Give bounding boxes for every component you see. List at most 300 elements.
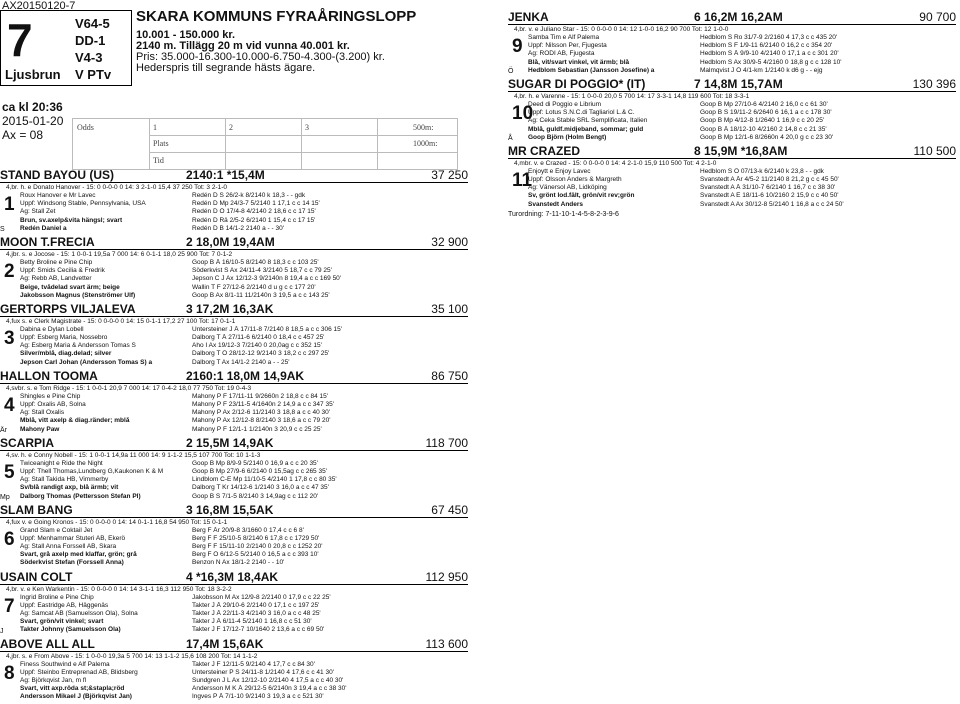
form-result: Goop B Mp 27/10-6 4/2140 2 16,0 c c 61 30' — [700, 100, 828, 108]
grid-label-odds: Odds — [77, 123, 94, 132]
horse-info-text: Andersson Mikael J (Björkqvist Jan) — [20, 693, 132, 701]
horse-lines — [528, 101, 956, 142]
form-result: Ingves P Å 7/1-10 9/2140 3 19,3 a c c 521 30' — [192, 693, 324, 701]
horse-info-text: Uppf: Windsong Stable, Pennsylvania, USA — [20, 200, 146, 208]
form-line — [528, 126, 956, 134]
horse-info-text: Hedblom Sebastian (Jansson Josefine) a — [528, 66, 655, 74]
horse-lines — [20, 460, 468, 501]
horse-info-text: Svart, grå axelp med klaffar, grön; grå — [20, 551, 137, 559]
horse-info-text: Sv, grönt lod.fält, grön/vit rev;grön — [528, 192, 635, 200]
race-title: SKARA KOMMUNS FYRAÅRINGSLOPP — [136, 8, 417, 25]
form-result: Untersteiner J Å 17/11-8 7/2140 8 18,5 a c c 306 15' — [192, 325, 342, 333]
horse-info-text: Grand Slam e Coktail Jet — [20, 526, 93, 534]
form-result: Mahony P F 12/1-1 1/2140n 3 20,9 c c 25 25' — [192, 425, 322, 433]
form-line — [20, 350, 468, 358]
form-line — [20, 208, 468, 216]
horse-lines — [20, 594, 468, 635]
post-number: 11 — [512, 169, 533, 191]
form-result: Dalborg T Kr 14/12-6 1/2140 3 16,0 a c c 47 35' — [192, 484, 329, 492]
form-result: Berg F År 20/9-8 3/1660 0 17,4 c c 6 8' — [192, 526, 304, 534]
horse-pedigree-stats: 4,br. v. e Ken Warkentin - 15: 0 0-0-0 0 14: 14 3-1-1 16,3 112 950 Tot: 18 3-2-2 — [6, 585, 232, 593]
horse-earnings: 113 600 — [425, 636, 468, 651]
post-mark: Är — [0, 426, 7, 434]
form-result: Sundgren J L Ax 12/12-10 2/2140 4 17,5 a c c 40 30' — [192, 676, 344, 684]
form-line — [528, 67, 956, 75]
form-line — [20, 594, 468, 602]
horse-info-text: Uppf: Lotus S.N.C.di Tagliariol L.& C. — [528, 109, 635, 117]
form-result: Goop B Å 18/12-10 4/2160 2 14,8 c c 21 35' — [700, 125, 827, 133]
game-code: V PTv — [75, 67, 112, 82]
horse-lines — [20, 661, 468, 702]
form-line — [20, 342, 468, 350]
horse-entry — [0, 369, 468, 434]
horse-info-text: Dalborg Thomas (Pettersson Stefan Pl) — [20, 492, 141, 500]
post-number: 7 — [4, 595, 15, 617]
horse-odds-record: 2 18,0M 19,4AM — [186, 234, 275, 249]
horse-header — [508, 77, 956, 92]
form-line — [528, 59, 956, 67]
form-line — [20, 409, 468, 417]
post-number: 6 — [4, 528, 15, 550]
horse-info-text: Dabina e Dylan Lobell — [20, 325, 84, 333]
horse-info-text: Äg: Vänersol AB, Lidköping — [528, 184, 607, 192]
post-mark: J — [0, 627, 4, 635]
form-line — [528, 50, 956, 58]
horse-header — [0, 235, 468, 250]
form-line — [20, 661, 468, 669]
horse-info-text: Söderkvist Stefan (Forssell Anna) — [20, 559, 124, 567]
horse-header — [0, 302, 468, 317]
horse-info-text: Uppf: Eastridge AB, Häggenäs — [20, 601, 109, 609]
horse-lines — [20, 326, 468, 367]
form-line — [20, 677, 468, 685]
grid-label-plats: Plats — [153, 139, 169, 148]
form-line — [20, 618, 468, 626]
horse-header — [0, 168, 468, 183]
starters-right — [508, 10, 956, 218]
horse-body — [0, 594, 468, 635]
horse-lines — [20, 393, 468, 434]
horse-lines — [528, 168, 956, 209]
form-line — [528, 201, 956, 209]
horse-earnings: 35 100 — [431, 301, 468, 316]
grid-label-500m: 500m: — [413, 123, 434, 132]
horse-info-text: Äg: Rebb AB, Landvetter — [20, 275, 92, 283]
form-result: Hedblom S F 1/9-11 6/2140 0 16,2 c c 354 20' — [700, 42, 833, 50]
horse-pedigree-stats: 4,br. h. e Varenne - 15: 1 0-0-0 20,0 5 700 14: 17 3-3-1 14,8 119 600 Tot: 18 3-3-1 — [514, 92, 750, 100]
horse-entry — [0, 637, 468, 702]
horse-info-text: Jakobsson Magnus (Stenströmer Ulf) — [20, 291, 136, 299]
horse-info-text: Roux Hanover e Mr Lavec — [20, 192, 96, 199]
form-line — [20, 669, 468, 677]
horse-info-text: Blå, vit/svart vinkel, vit ärmb; blå — [528, 58, 630, 66]
form-line — [20, 460, 468, 468]
horse-body — [508, 168, 956, 209]
horse-entry — [508, 77, 956, 142]
race-meta — [2, 100, 63, 142]
post-mark: Mp — [0, 493, 10, 501]
form-result: Goop B Mp 4/12-8 1/2640 1 16,9 c c 20 25' — [700, 117, 825, 125]
horse-entry — [0, 235, 468, 300]
form-result: Redén D B 14/1-2 2140 a - - 30' — [192, 224, 284, 232]
form-line — [20, 326, 468, 334]
form-result: Takter J F 17/12-7 10/1640 2 13,6 a c c 69 50' — [192, 626, 325, 634]
horse-body — [0, 259, 468, 300]
form-result: Benzon N Ax 18/1-2 2140 - - 10' — [192, 559, 285, 567]
horse-info-text: Uppf: Esberg Maria, Nossebro — [20, 334, 108, 342]
horse-info-text: Svart, vitt axp.röda st;&stapla;röd — [20, 685, 125, 693]
form-line — [20, 393, 468, 401]
game-code: V64-5 — [75, 16, 110, 31]
horse-odds-record: 3 17,2M 16,3AK — [186, 301, 274, 316]
form-line — [20, 484, 468, 492]
horse-lines — [528, 34, 956, 75]
grid-label-1000m: 1000m: — [413, 139, 438, 148]
horse-entry — [508, 10, 956, 75]
track-name: Ljusbrun — [5, 67, 61, 82]
form-line — [20, 259, 468, 267]
form-line — [528, 192, 956, 200]
form-result: Goop B Mp 8/9-9 5/2140 0 16,9 a c c 20 35' — [192, 459, 318, 467]
horse-info-text: Finess Southwind e Alf Palema — [20, 660, 110, 668]
horse-pedigree-stats: 4,mbr. v. e Crazed - 15: 0 0-0-0 0 14: 4 2-1-0 15,9 110 500 Tot: 4 2-1-0 — [514, 159, 717, 167]
horse-header — [508, 10, 956, 25]
horse-info-text: Uppf: Nilsson Per, Fjugesta — [528, 42, 607, 50]
betting-grid — [72, 118, 458, 170]
form-result: Untersteiner P S 24/11-8 1/2140 4 17,6 c c 41 30' — [192, 668, 334, 676]
horse-body — [508, 101, 956, 142]
horse-pedigree-stats: 4,svbr. s. e Tom Ridge - 15: 1 0-0-1 20,9 7 000 14: 17 0-4-2 18,0 77 750 Tot: 19 0-4-3 — [6, 384, 252, 392]
form-line — [20, 543, 468, 551]
horse-info-text: Samba Tim e Alf Palema — [528, 34, 600, 41]
horse-info-text: Svanstedt Anders — [528, 200, 584, 208]
form-line — [20, 284, 468, 292]
form-line — [20, 217, 468, 225]
horse-odds-record: 8 15,9M *16,8AM — [694, 143, 788, 158]
form-result: Dalborg T Ax 14/1-2 2140 a - - 25' — [192, 358, 290, 366]
horse-info-text: Svart, grön/vit vinkel; svart — [20, 618, 104, 626]
horse-entry — [0, 302, 468, 367]
form-result: Goop B Mp 27/9-6 6/2140 0 15,5ag c c 265 35' — [192, 467, 327, 475]
horse-info-text: Beige, tvådelad svart ärm; beige — [20, 283, 120, 291]
horse-odds-record: 2140:1 *15,4M — [186, 168, 265, 182]
race-info-line: Pris: 35.000-16.300-10.000-6.750-4.300-(3.200) kr. — [136, 51, 385, 63]
horse-info-text: Mblå, vitt axelp & diag.ränder; mblå — [20, 417, 130, 425]
horse-info-text: Redén Daniel a — [20, 224, 67, 232]
horse-pedigree-stats: 4,jbr. s. e From Above - 15: 1 0-0-0 19,3a 5 700 14: 13 1-1-2 15,6 108 200 Tot: 14 1-1-2 — [6, 652, 258, 660]
form-line — [20, 225, 468, 233]
form-result: Mahony P Ax 12/12-8 8/2140 3 18,6 a c c 79 20' — [192, 417, 331, 425]
form-result: Goop B S 7/1-5 8/2140 3 14,9ag c c 112 20' — [192, 492, 319, 500]
grid-label-3: 3 — [305, 123, 309, 132]
form-line — [20, 693, 468, 701]
form-result: Berg F Ö 6/12-5 5/2140 0 16,5 a c c 393 10' — [192, 551, 319, 559]
ax-value: Ax = 08 — [2, 128, 44, 142]
form-result: Takter J Å 6/11-4 5/2140 1 16,8 c c 51 30' — [192, 618, 312, 626]
form-line — [20, 275, 468, 283]
horse-pedigree-stats: 4,fux s. e Clerk Magistrate - 15: 0 0-0-0 0 14: 15 0-1-1 17,2 27 100 Tot: 17 0-1-1 — [6, 317, 236, 325]
form-line — [20, 493, 468, 501]
horse-lines — [20, 259, 468, 300]
form-line — [20, 551, 468, 559]
horse-name: MOON T.FRECIA — [0, 234, 95, 249]
horse-body — [0, 326, 468, 367]
horse-info-text: Uppf: Olsson Anders & Margreth — [528, 176, 622, 184]
horse-name: ABOVE ALL ALL — [0, 636, 95, 651]
grid-label-2: 2 — [229, 123, 233, 132]
form-line — [528, 109, 956, 117]
horse-earnings: 112 950 — [425, 569, 468, 584]
form-line — [528, 168, 956, 176]
form-result: Svanstedt A E 18/11-6 10/2160 2 15,9 c c 40 50' — [700, 192, 839, 200]
form-result: Redén D Ö 17/4-8 4/2140 2 18,6 c c 17 15' — [192, 208, 316, 216]
form-line — [20, 685, 468, 693]
form-line — [20, 468, 468, 476]
form-result: Goop B Ax 8/1-11 11/2140n 3 19,5 a c c 143 25' — [192, 291, 330, 299]
horse-info-text: Äg: RODI AB, Fjugesta — [528, 50, 595, 58]
form-result: Aho I Ax 19/12-3 7/2140 0 20,0ag c c 352 15' — [192, 342, 322, 350]
form-line — [20, 559, 468, 567]
horse-pedigree-stats: 4,sv. h. e Conny Nobell - 15: 1 0-0-1 14,9a 11 000 14: 9 1-1-2 15,5 107 700 Tot: 10 1-1-3 — [6, 451, 261, 459]
starters-left — [0, 168, 468, 704]
form-result: Hedblom S Ro 31/7-9 2/2160 4 17,3 c c 435 20' — [700, 34, 838, 41]
horse-info-text: Äg: Stall Anna Forssell AB, Skara — [20, 543, 117, 551]
horse-info-text: Uppf: Thell Thomas,Lundberg G,Kaukonen K & M — [20, 467, 164, 475]
form-line — [528, 101, 956, 109]
horse-info-text: Äg: Stall Zet — [20, 208, 56, 216]
horse-earnings: 67 450 — [431, 502, 468, 517]
race-number: 7 — [7, 14, 33, 66]
horse-info-text: Deed di Poggio e Librium — [528, 100, 601, 108]
horse-info-text: Enjoytt e Enjoy Lavec — [528, 167, 591, 175]
post-number: 2 — [4, 260, 15, 282]
form-result: Redén D Rä 2/5-2 6/2140 1 15,4 c c 17 15' — [192, 216, 316, 224]
form-line — [20, 401, 468, 409]
horse-info-text: Äg: Esberg Maria & Andersson Tomas S — [20, 342, 136, 350]
horse-earnings: 32 900 — [431, 234, 468, 249]
race-info — [136, 30, 385, 74]
horse-earnings: 90 700 — [919, 10, 956, 24]
horse-info-text: Äg: Stall Oxalis — [20, 409, 65, 417]
horse-info-text: Jepson Carl Johan (Andersson Tomas S) a — [20, 358, 153, 366]
horse-odds-record: 7 14,8M 15,7AM — [694, 76, 783, 91]
form-line — [528, 34, 956, 42]
post-number: 10 — [512, 102, 534, 124]
horse-body — [0, 527, 468, 568]
form-result: Hedblom S Ö 07/13-k 6/2140 k 23,8 - - gdk — [700, 167, 824, 175]
form-result: Mahony P F 17/11-11 9/2660n 2 18,8 c c 84 15' — [192, 392, 329, 400]
horse-name: JENKA — [508, 10, 549, 24]
race-info-line: 10.001 - 150.000 kr. — [136, 29, 236, 41]
form-line — [20, 426, 468, 434]
horse-earnings: 130 396 — [912, 76, 956, 91]
horse-name: HALLON TOOMA — [0, 368, 98, 383]
race-date: 2015-01-20 — [2, 114, 64, 128]
horse-earnings: 37 250 — [431, 168, 468, 182]
horse-info-text: Mahony Paw — [20, 425, 60, 433]
form-line — [20, 527, 468, 535]
horse-pedigree-stats: 4,fux v. e Going Kronos - 15: 0 0-0-0 0 14: 14 0-1-1 16,8 54 950 Tot: 15 0-1-1 — [6, 518, 228, 526]
horse-name: SUGAR DI POGGIO* (IT) — [508, 76, 646, 91]
horse-name: MR CRAZED — [508, 143, 580, 158]
form-result: Berg F F 15/11-10 2/2140 0 20,8 c c 1252 20' — [192, 543, 323, 551]
form-line — [20, 192, 468, 200]
horse-odds-record: 3 16,8M 15,5AK — [186, 502, 274, 517]
horse-info-text: Silver/mblå, diag.delad; silver — [20, 350, 112, 358]
form-line — [528, 184, 956, 192]
horse-body — [0, 460, 468, 501]
form-result: Wallin T F 27/12-6 2/2140 d u g c c 177 20' — [192, 283, 316, 291]
game-code: V4-3 — [75, 50, 103, 65]
form-result: Svanstedt A Ax 30/12-8 5/2140 1 16,8 a c c 24 50' — [700, 200, 844, 208]
horse-entry — [0, 503, 468, 568]
form-line — [528, 42, 956, 50]
form-line — [20, 535, 468, 543]
horse-info-text: Uppf: Steinbo Entreprenad AB, Blidsberg — [20, 668, 138, 676]
post-number: 4 — [4, 394, 15, 416]
form-line — [20, 267, 468, 275]
form-result: Dalborg T Ö 28/12-12 9/2140 3 18,2 c c 297 25' — [192, 350, 330, 358]
horse-name: USAIN COLT — [0, 569, 73, 584]
form-line — [20, 359, 468, 367]
form-line — [528, 176, 956, 184]
form-result: Mahony P Ax 2/12-6 11/2140 3 18,8 a c c 40 30' — [192, 409, 330, 417]
post-number: 5 — [4, 461, 15, 483]
horse-entry — [508, 144, 956, 209]
form-result: Andersson M K Å 29/12-5 6/2140n 3 19,4 a c c 38 30' — [192, 685, 347, 693]
form-result: Mahony P F 23/11-5 4/1640n 2 14,9 a c c 347 35' — [192, 401, 334, 408]
form-line — [20, 200, 468, 208]
horse-body — [0, 192, 468, 233]
post-number: 3 — [4, 327, 15, 349]
horse-info-text: Äg: Björkqvist Jan, m fl — [20, 676, 87, 684]
form-result: Takter J Å 22/11-3 4/2140 3 16,0 a c c 48 25' — [192, 610, 321, 617]
horse-info-text: Äg: Stall Takida HB, Vimmerby — [20, 476, 109, 484]
horse-name: SCARPIA — [0, 435, 55, 450]
horse-info-text: Äg: Ceka Stable SRL Semplificata, Italien — [528, 117, 648, 125]
horse-lines — [20, 192, 468, 233]
horse-name: SLAM BANG — [0, 502, 73, 517]
post-mark: Ö — [508, 67, 514, 75]
form-result: Berg F F 25/10-5 8/2140 6 17,8 c c 1729 50' — [192, 534, 320, 542]
horse-header — [0, 503, 468, 518]
game-code: DD-1 — [75, 33, 106, 48]
form-result: Redén D S 26/2-k 8/2140 k 18,3 - - gdk — [192, 192, 306, 199]
horse-info-text: Takter Johnny (Samuelsson Öla) — [20, 626, 121, 634]
horse-pedigree-stats: 4,br. v. e Juliano Star - 15: 0 0-0-0 0 14: 12 1-0-0 16,2 90 700 Tot: 12 1-0-0 — [514, 26, 729, 33]
form-line — [20, 602, 468, 610]
form-result: Hedblom S Ax 30/9-5 4/2160 0 18,8 g c c 128 10' — [700, 58, 842, 66]
post-number: 1 — [4, 194, 15, 215]
horse-info-text: Goop Björn (Holm Bengt) — [528, 133, 607, 141]
horse-header — [508, 144, 956, 159]
horse-odds-record: 17,4M 15,6AK — [186, 636, 264, 651]
horse-info-text: Uppf: Smids Cecilia & Fredrik — [20, 267, 105, 275]
horse-pedigree-stats: 4,br. h. e Donato Hanover - 15: 0 0-0-0 0 14: 3 2-1-0 15,4 37 250 Tot: 3 2-1-0 — [6, 184, 228, 191]
form-line — [20, 610, 468, 618]
form-result: Goop B S 19/11-2 6/2640 6 16,1 a c c 178 30' — [700, 109, 832, 117]
horse-info-text: Mblå, guldf.midjeband, sommar; guld — [528, 125, 644, 133]
game-codes — [75, 15, 111, 83]
post-mark: Å — [508, 134, 513, 142]
horse-body — [0, 661, 468, 702]
horse-body — [508, 34, 956, 75]
form-result: Svanstedt A Å 31/10-7 6/2140 1 16,7 c c 38 30' — [700, 184, 836, 192]
horse-name: STAND BAYOU (US) — [0, 168, 115, 182]
horse-odds-record: 2 15,5M 14,9AK — [186, 435, 274, 450]
horse-body — [0, 393, 468, 434]
horse-header — [0, 637, 468, 652]
horse-odds-record: 4 *16,3M 18,4AK — [186, 569, 279, 584]
horse-entry — [0, 570, 468, 635]
horse-earnings: 118 700 — [425, 435, 468, 450]
horse-header — [0, 570, 468, 585]
form-result: Malmqvist J Ö 4/1-km 1/2140 k d6 g - - ejg — [700, 66, 823, 74]
form-line — [20, 626, 468, 634]
horse-odds-record: 6 16,2M 16,2AM — [694, 10, 783, 24]
horse-info-text: Ingrid Broline e Pine Chip — [20, 593, 94, 601]
horse-info-text: Äg: Samcat AB (Samuelsson Öla), Solna — [20, 610, 138, 617]
form-line — [20, 292, 468, 300]
turordning: Turordning: 7-11-10-1-4-5-8-2-3-9-6 — [508, 210, 619, 218]
form-line — [20, 476, 468, 484]
form-result: Goop B Mp 12/1-6 8/2660n 4 20,0 g c c 23 30' — [700, 133, 834, 141]
horse-info-text: Uppf: Menhammar Stuteri AB, Ekerö — [20, 534, 126, 542]
document-id: AX20150120-7 — [2, 0, 76, 12]
horse-info-text: Sv/blå randigt axp, blå ärmb; vit — [20, 484, 119, 492]
race-info-line: Hederspris till segrande hästs ägare. — [136, 62, 316, 74]
horse-pedigree-stats: 4,jbr. s. e Jocose - 15: 1 0-0-1 19,5a 7 000 14: 6 0-1-1 18,0 25 900 Tot: 7 0-1-2 — [6, 250, 233, 258]
race-info-line: 2140 m. Tillägg 20 m vid vunna 40.001 kr. — [136, 40, 350, 52]
horse-name: GERTORPS VILJALEVA — [0, 301, 136, 316]
form-result: Hedblom S Å 9/9-10 4/2140 0 17,1 a c c 301 20' — [700, 50, 839, 58]
form-line — [20, 417, 468, 425]
horse-info-text: Uppf: Oxalis AB, Solna — [20, 401, 86, 408]
horse-info-text: Shingles e Pine Chip — [20, 392, 81, 400]
grid-label-tid: Tid — [153, 156, 164, 165]
form-result: Svanstedt A År 4/5-2 11/2140 8 21,2 g c c 45 50' — [700, 176, 839, 184]
post-number: 8 — [4, 662, 15, 684]
form-result: Söderkvist S Ax 24/11-4 3/2140 5 18,7 c c 79 25' — [192, 267, 332, 275]
form-result: Jakobsson M Ax 12/9-8 2/2140 0 17,9 c c 22 25' — [192, 593, 331, 601]
form-line — [20, 334, 468, 342]
form-result: Takter J F 12/11-5 9/2140 4 17,7 c c 84 30' — [192, 660, 315, 668]
form-result: Jepson C J Ax 12/12-3 9/2140n 8 19,4 a c c 169 50' — [192, 275, 342, 283]
horse-entry — [0, 168, 468, 233]
horse-info-text: Twiceanight e Ride the Night — [20, 459, 103, 467]
form-result: Takter J Å 29/10-6 2/2140 0 17,1 c c 197 25' — [192, 601, 320, 609]
horse-header — [0, 436, 468, 451]
horse-earnings: 110 500 — [913, 143, 956, 158]
post-mark: S — [0, 225, 5, 233]
horse-info-text: Betty Broline e Pine Chip — [20, 258, 93, 266]
grid-label-1: 1 — [153, 123, 157, 132]
form-result: Redén D Mp 24/3-7 5/2140 1 17,1 c c 14 15' — [192, 200, 320, 208]
horse-info-text: Brun, sv.axelp&vita hängsl; svart — [20, 216, 123, 224]
form-result: Dalborg T Å 27/11-6 6/2140 0 18,4 c c 457 25' — [192, 334, 325, 342]
horse-entry — [0, 436, 468, 501]
race-header-box — [0, 10, 132, 86]
horse-earnings: 86 750 — [431, 368, 468, 383]
horse-header — [0, 369, 468, 384]
start-time: ca kl 20:36 — [2, 100, 63, 114]
horse-lines — [20, 527, 468, 568]
form-line — [528, 134, 956, 142]
form-line — [528, 117, 956, 125]
post-number: 9 — [512, 36, 523, 57]
form-result: Lindblom C-E Mp 11/10-5 4/2140 1 17,8 c c 80 35' — [192, 476, 337, 484]
horse-odds-record: 2160:1 18,0M 14,9AK — [186, 368, 305, 383]
